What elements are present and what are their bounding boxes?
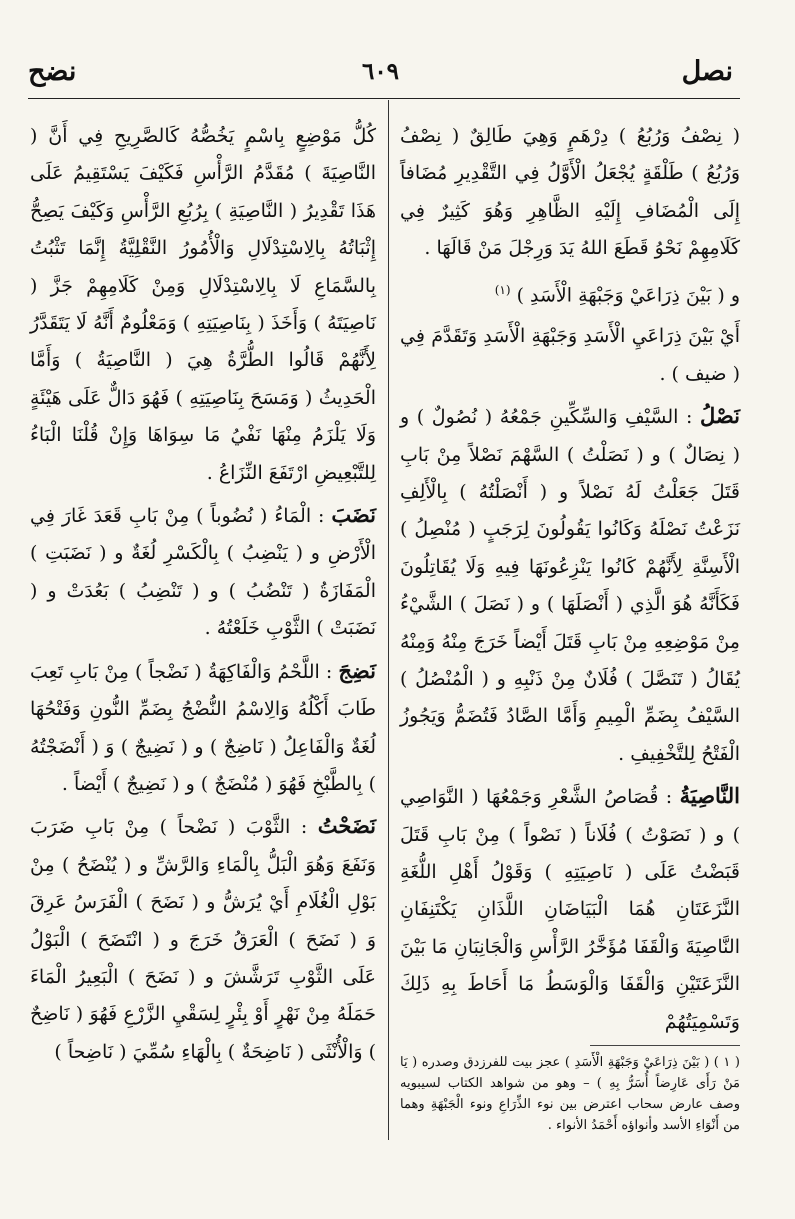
footnote-marker[interactable]: (١) [494,282,511,297]
entry-headword: نَضِجَ [338,657,376,683]
entry-text: و ( بَيْنَ ذِرَاعَيْ وَجَبْهَةِ الْأَسَدِ ) [516,283,740,306]
entry-headword: نَضَحْتُ [317,813,376,839]
footnote: ( ١ ) ( بَيْنَ ذِرَاعَيْ وَجَبْهَةِ الْأَسَدِ ) عجز بيت للفرزدق وصدره ( يَا مَنْ رَأَى عَارِضاً أُسَرُّ بِهِ ) – وهو من شواهد الكتاب لسيبويه وصف عارض سحاب اعترض بين نوء الذِّرَاعِ ونوء الْجَبْهَةِ وهما من أَنْوَاءِ الأسد وأنواؤه أَحْمَدُ الأنواء . [400,1055,740,1134]
entry-headword: النَّاصِيَةُ [679,783,740,809]
footnote-rule [590,1045,740,1046]
header-headword-right: نصل [681,56,733,87]
header-headword-left: نضح [28,56,77,87]
entry-text: : الثَّوْبَ ( نَضْحاً ) مِنْ بَابِ ضَرَبَ وَنَفَعَ وَهُوَ الْبَلُّ بِالْمَاءِ وَالرَّشِّ و ( يُنْضَحُ ) مِنْ بَوْلِ الْغُلَامِ أَيْ يُرَشُّ و ( نَضَحَ ) الْفَرَسُ عَرِقَ وَ ( نَضَحَ ) الْعَرَقُ خَرَجَ و ( انْتَضَحَ ) الْبَوْلُ عَلَى الثَّوْبِ تَرَشَّشَ و ( نَضَحَ ) الْبَعِيرُ الْمَاءَ حَمَلَهُ مِنْ نَهْرٍ أَوْ بِئْرٍ لِسَقْيِ الزَّرْعِ فَهُوَ ( نَاضِحٌ ) وَالْأُنْثَى ( نَاضِحَةٌ ) بِالْهَاءِ سُمِّيَ ( نَاضِحاً ) [30,816,376,1063]
entry-paragraph [400,272,740,315]
entry-paragraph [30,807,376,1071]
entry-paragraph [30,496,376,648]
entry-paragraph [400,397,740,773]
entry-text: : السَّيْفِ وَالسِّكِّينِ جَمْعُهُ ( نُصُولٌ ) و ( نِصَالٌ ) و ( نَصَلْتُ ) السَّهْمَ نَصْلاً مِنْ بَابِ قَتَلَ جَعَلْتُ لَهُ نَصْلاً و ( أَنْصَلْتُهُ ) بِالْأَلِفِ نَزَعْتُ نَصْلَهُ وَكَانُوا يَقُولُونَ لِرَجَبٍ ( مُنْصِلُ ) الْأَسِنَّةِ لِأَنَّهُمْ كَانُوا يَنْزِعُونَهَا فِيهِ وَلَا يُقَاتِلُونَ فَكَأَنَّهُ هُوَ الَّذِي ( أَنْصَلَهَا ) و ( نَصَلَ ) الشَّيْءُ مِنْ مَوْضِعِهِ مِنْ بَابِ قَتَلَ أَيْضاً خَرَجَ مِنْهُ وَمِنْهُ يُقَالُ ( تَنَصَّلَ ) فُلَانٌ مِنْ ذَنْبِهِ و ( الْمُنْصُلُ ) السَّيْفُ بِضَمِّ الْمِيمِ وَأَمَّا الصَّادُ فَتُضَمُّ وَيَجُوزُ الْفَتْحُ لِلتَّخْفِيفِ . [400,406,740,765]
column-divider [388,100,389,1140]
entry-text: : اللَّحْمُ وَالْفَاكِهَةُ ( نَضْجاً ) مِنْ بَابِ تَعِبَ طَابَ أَكْلُهُ وَالِاسْمُ النُّضْجُ بِضَمِّ النُّونِ وَفَتْحُهَا لُغَةٌ وَالْفَاعِلُ ( نَاضِجٌ ) و ( نَضِيجٌ ) وَ ( أَنْضَجْتُهُ ) بِالطَّبْخِ فَهُوَ ( مُنْضَجٌ ) و ( نَضِيجٌ ) أَيْضاً . [30,660,376,795]
entry-paragraph [400,777,740,1041]
entry-text: ( نِصْفُ وَرُبُعُ ) دِرْهَمٍ وَهِيَ طَالِقٌ ( نِصْفُ وَرُبُعُ ) طَلْقَةٍ يُجْعَلُ الْأَوَّلُ فِي التَّقْدِيرِ مُضَافاً إِلَى الْمُضَافِ إِلَيْهِ الظَّاهِرِ وَهُوَ كَثِيرٌ فِي كَلَامِهِمْ نَحْوُ قَطَعَ اللهُ يَدَ وَرِجْلَ مَنْ قَالَهَا . [400,125,740,260]
entry-paragraph [30,118,376,492]
right-column [400,118,740,1136]
entry-paragraph [30,652,376,804]
entry-text: : قُصَاصُ الشَّعْرِ وَجَمْعُهَا ( النَّوَاصِي ) و ( نَصَوْتُ ) فُلَاناً ( نَصْواً ) مِنْ بَابِ قَتَلَ قَبَضْتُ عَلَى ( نَاصِيَتِهِ ) وَقَوْلُ أَهْلِ اللُّغَةِ النَّزَعَتَانِ هُمَا الْبَيَاضَانِ اللَّذَانِ يَكْتَنِفَانِ النَّاصِيَةَ وَالْقَفَا مُؤَخَّرُ الرَّأْسِ وَالْجَانِبَانِ مَا بَيْنَ النَّزَعَتَيْنِ وَالْقَفَا وَالْوَسَطُ مَا أَحَاطَ بِهِ ذَلِكَ وَتَسْمِيَتُهُمْ [400,786,740,1033]
entry-text: أَيْ بَيْنَ ذِرَاعَيِ الْأَسَدِ وَجَبْهَةِ الْأَسَدِ وَتَقَدَّمَ فِي ( ضيف ) . [400,325,740,385]
entry-headword: نَضَبَ [331,502,376,528]
entry-headword: نَصْلُ [700,403,740,429]
entry-text: كُلُّ مَوْضِعٍ بِاسْمٍ يَخُصُّهُ كَالصَّرِيحِ فِي أَنَّ ( النَّاصِيَةَ ) مُقَدَّمُ الرَّأْسِ فَكَيْفَ يَسْتَقِيمُ عَلَى هَذَا تَقْدِيرُ ( النَّاصِيَةِ ) بِرُبُعِ الرَّأْسِ وَكَيْفَ يَصِحُّ إِثْبَاتُهُ بِالِاسْتِدْلَالِ وَالْأُمُورُ النَّقْلِيَّةُ إِنَّمَا تَثْبُتُ بِالسَّمَاعِ لَا بِالِاسْتِدْلَالِ وَمِنْ كَلَامِهِمْ جَزَّ ( نَاصِيَتَهُ ) وَأَخَذَ ( بِنَاصِيَتِهِ ) وَمَعْلُومٌ أَنَّهُ لَا يَتَقَدَّرُ لِأَنَّهُمْ قَالُوا الطُّرَّةُ هِيَ ( النَّاصِيَةُ ) وَأَمَّا الْحَدِيثُ ( وَمَسَحَ بِنَاصِيَتِهِ ) فَهُوَ دَالٌّ عَلَى هَيْئَةٍ وَلَا يَلْزَمُ مِنْهَا نَفْيُ مَا سِوَاهَا وَإِنْ قُلْنَا الْبَاءُ لِلتَّبْعِيضِ ارْتَفَعَ النِّزَاعُ . [30,125,376,484]
page-header [28,50,733,94]
entry-text: : الْمَاءُ ( نُضُوباً ) مِنْ بَابِ قَعَدَ غَارَ فِي الْأَرْضِ و ( يَنْضِبُ ) بِالْكَسْرِ لُغَةٌ و ( نَضَبَتِ ) الْمَفَازَةُ ( تَنْضُبُ ) و ( تَنْضِبُ ) بَعُدَتْ و ( نَضَبَتْ ) الثَّوْبِ خَلَعْتُهُ . [30,505,376,640]
header-rule [28,98,740,99]
page-number: ٦٠٩ [361,58,400,85]
entry-paragraph [400,318,740,393]
entry-paragraph [400,118,740,268]
left-column [30,118,376,1075]
